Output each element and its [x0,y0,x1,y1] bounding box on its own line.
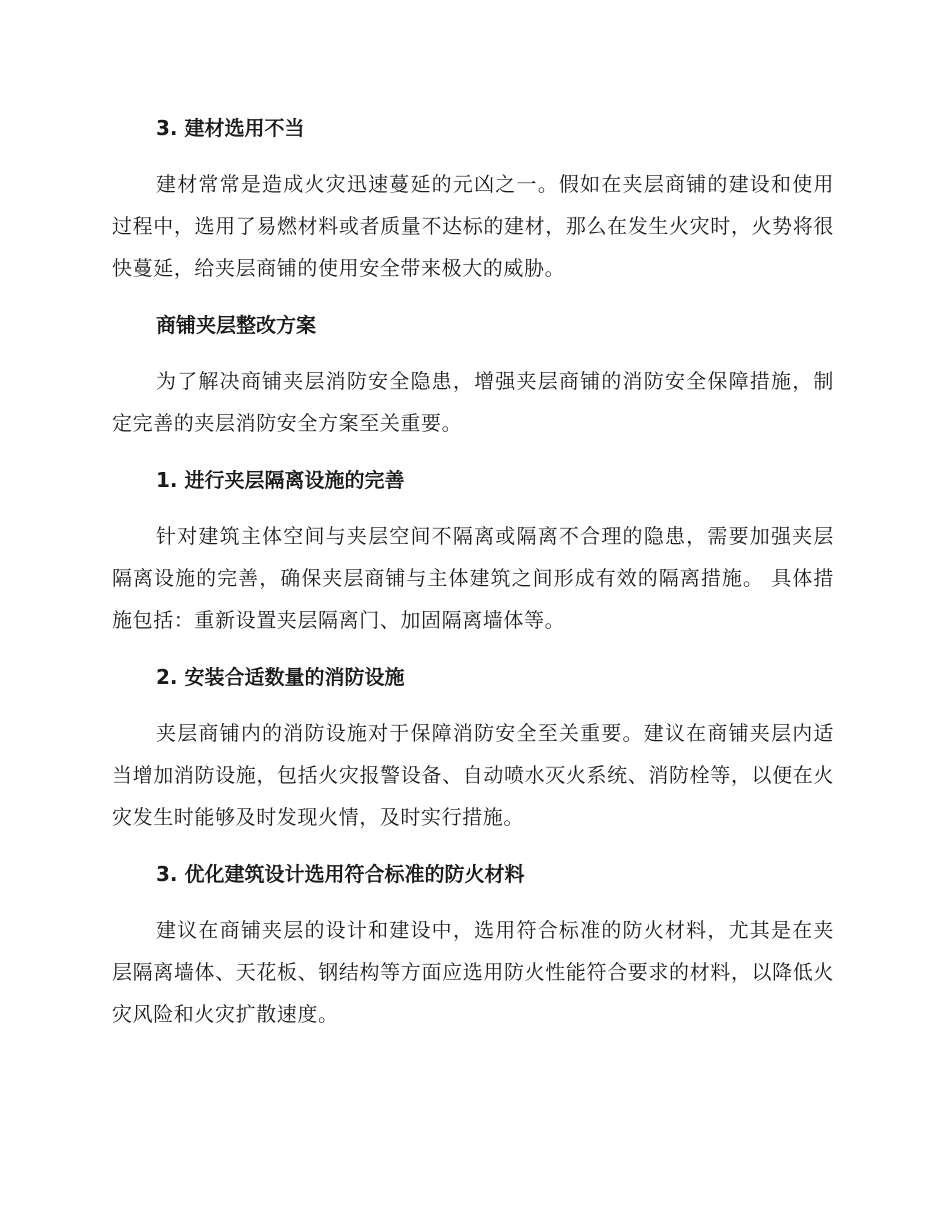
document-page [112,108,834,1051]
section-paragraph: 建议在商铺夹层的设计和建设中，选用符合标准的防火材料，尤其是在夹层隔离墙体、天花板、钢结构等方面应选用防火性能符合要求的材料，以降低火灾风险和火灾扩散速度。 [112,918,834,1026]
section-heading: 1. 进行夹层隔离设施的完善 [156,468,405,492]
section-building-materials [112,108,834,289]
section-heading: 3. 优化建筑设计选用符合标准的防火材料 [156,862,525,886]
section-heading: 2. 安装合适数量的消防设施 [156,665,405,689]
section-paragraph: 建材常常是造成火灾迅速蔓延的元凶之一。假如在夹层商铺的建设和使用过程中，选用了易燃材料或者质量不达标的建材，那么在发生火灾时，火势将很快蔓延，给夹层商铺的使用安全带来极大的威胁。 [112,172,834,280]
section-rectification-plan [112,305,834,444]
section-paragraph: 夹层商铺内的消防设施对于保障消防安全至关重要。建议在商铺夹层内适当增加消防设施，包括火灾报警设备、自动喷水灭火系统、消防栓等，以便在火灾发生时能够及时发现火情，及时实行措施。 [112,721,834,829]
section-paragraph: 针对建筑主体空间与夹层空间不隔离或隔离不合理的隐患，需要加强夹层隔离设施的完善，确保夹层商铺与主体建筑之间形成有效的隔离措施。 具体措施包括：重新设置夹层隔离门、加固隔离墙体等。 [112,524,834,632]
section-fireproof-materials [112,854,834,1035]
section-heading: 商铺夹层整改方案 [156,313,316,337]
section-paragraph: 为了解决商铺夹层消防安全隐患，增强夹层商铺的消防安全保障措施，制定完善的夹层消防安全方案至关重要。 [112,369,834,435]
section-heading: 3. 建材选用不当 [156,116,305,140]
section-fire-facilities [112,657,834,838]
section-isolation-facilities [112,460,834,641]
